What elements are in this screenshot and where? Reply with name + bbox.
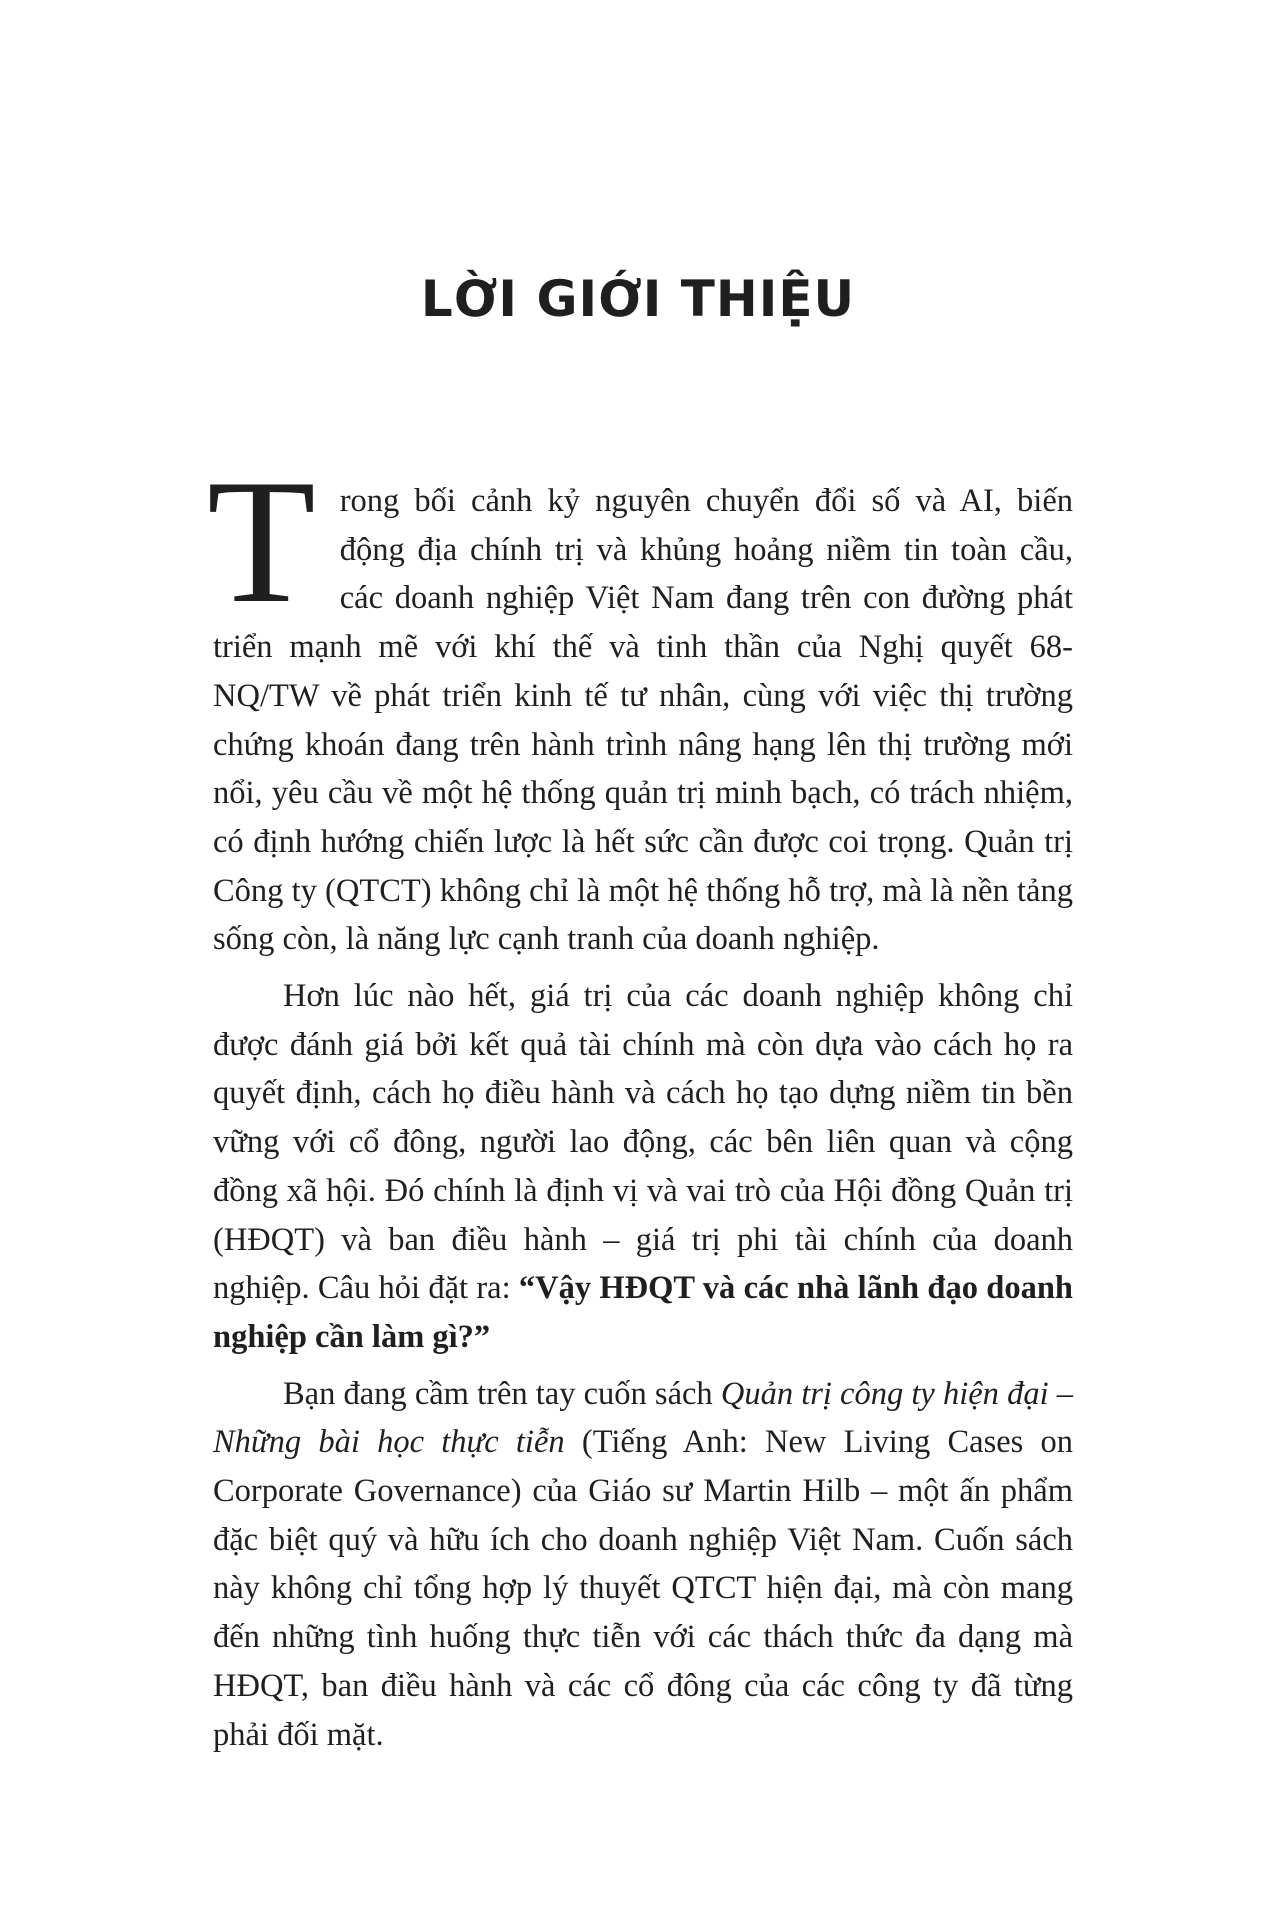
paragraph-3	[213, 1370, 1073, 1760]
paragraph-3-text-after: (Tiếng Anh: New Living Cases on Corporate Governance) của Giáo sư Martin Hilb – một ấn phẩm đặc biệt quý và hữu ích cho doanh nghiệp Việt Nam. Cuốn sách này không chỉ tổng hợp lý thuyết QTCT hiện đại, mà còn mang đến những tình huống thực tiễn với các thách thức đa dạng mà HĐQT, ban điều hành và các cổ đông của các công ty đã từng phải đối mặt.	[213, 1424, 1074, 1753]
paragraph-1	[207, 442, 1073, 964]
body-text	[207, 442, 1074, 1759]
paragraph-3-text-before: Bạn đang cầm trên tay cuốn sách	[283, 1375, 721, 1412]
book-title-italic: Quản trị công ty hiện đại – Những bài học thực tiễn	[213, 1375, 1074, 1461]
drop-cap: T	[207, 442, 316, 640]
paragraph-1-text: rong bối cảnh kỷ nguyên chuyển đổi số và AI, biến động địa chính trị và khủng hoảng niềm tin toàn cầu, các doanh nghiệp Việt Nam đang trên con đường phát triển mạnh mẽ với khí thế và tinh thần của Nghị quyết 68-NQ/TW về phát triển kinh tế tư nhân, cùng với việc thị trường chứng khoán đang trên hành trình nâng hạng lên thị trường mới nổi, yêu cầu về một hệ thống quản trị minh bạch, có trách nhiệm, có định hướng chiến lược là hết sức cần được coi trọng. Quản trị Công ty (QTCT) không chỉ là một hệ thống hỗ trợ, mà là nền tảng sống còn, là năng lực cạnh tranh của doanh nghiệp.	[213, 483, 1073, 958]
paragraph-2	[213, 972, 1073, 1362]
paragraph-2-text: Hơn lúc nào hết, giá trị của các doanh nghiệp không chỉ được đánh giá bởi kết quả tài chính mà còn dựa vào cách họ ra quyết định, cách họ điều hành và cách họ tạo dựng niềm tin bền vững với cổ đông, người lao động, các bên liên quan và cộng đồng xã hội. Đó chính là định vị và vai trò của Hội đồng Quản trị (HĐQT) và ban điều hành – giá trị phi tài chính của doanh nghiệp. Câu hỏi đặt ra:	[213, 978, 1073, 1307]
paragraph-2-question: “Vậy HĐQT và các nhà lãnh đạo doanh nghiệp cần làm gì?”	[213, 1270, 1073, 1355]
page-title: LỜI GIỚI THIỆU	[420, 270, 856, 328]
